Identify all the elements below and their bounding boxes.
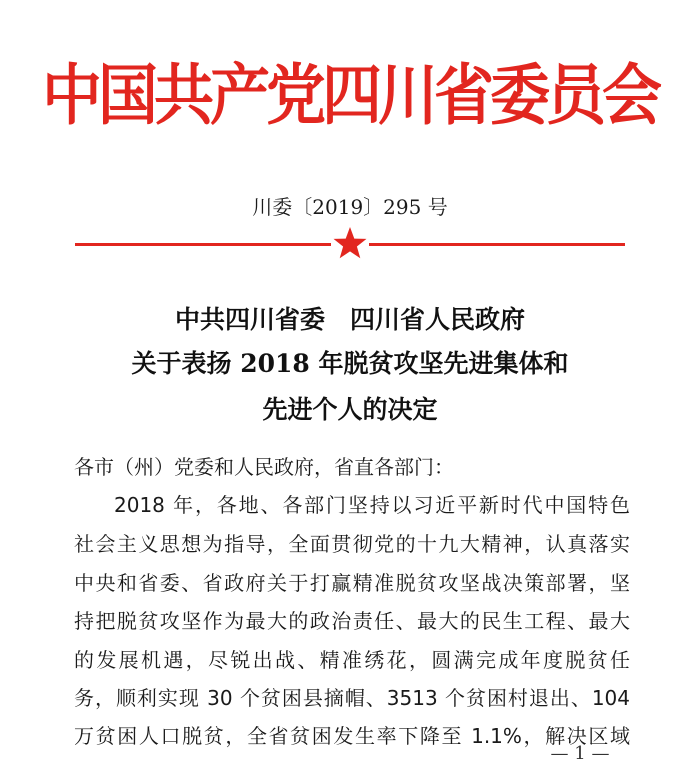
- page-number: — 1 —: [550, 743, 610, 764]
- body-line: 的发展机遇，尽锐出战、精准绣花，圆满完成年度脱贫任: [74, 648, 630, 672]
- star-icon: [333, 226, 367, 260]
- body-line: 中央和省委、省政府关于打赢精准脱贫攻坚战决策部署，坚: [74, 571, 630, 595]
- red-divider-right: [369, 243, 625, 246]
- body-line: 万贫困人口脱贫，全省贫困发生率下降至 1.1%，解决区域: [74, 724, 630, 748]
- document-number: 川委〔2019〕295 号: [252, 195, 448, 219]
- red-divider-left: [75, 243, 331, 246]
- masthead-title: 中国共产党四川省委员会: [42, 57, 658, 135]
- document-title-line-2: 关于表扬 2018 年脱贫攻坚先进集体和: [131, 349, 569, 378]
- document-title-line-3: 先进个人的决定: [262, 395, 438, 424]
- body-line: 务，顺利实现 30 个贫困县摘帽、3513 个贫困村退出、104: [74, 686, 630, 710]
- salutation: 各市（州）党委和人民政府，省直各部门：: [74, 455, 454, 479]
- body-line: 2018 年，各地、各部门坚持以习近平新时代中国特色: [114, 493, 630, 517]
- body-line: 社会主义思想为指导，全面贯彻党的十九大精神，认真落实: [74, 532, 630, 556]
- body-line: 持把脱贫攻坚作为最大的政治责任、最大的民生工程、最大: [74, 609, 630, 633]
- document-title-line-1: 中共四川省委 四川省人民政府: [174, 305, 525, 334]
